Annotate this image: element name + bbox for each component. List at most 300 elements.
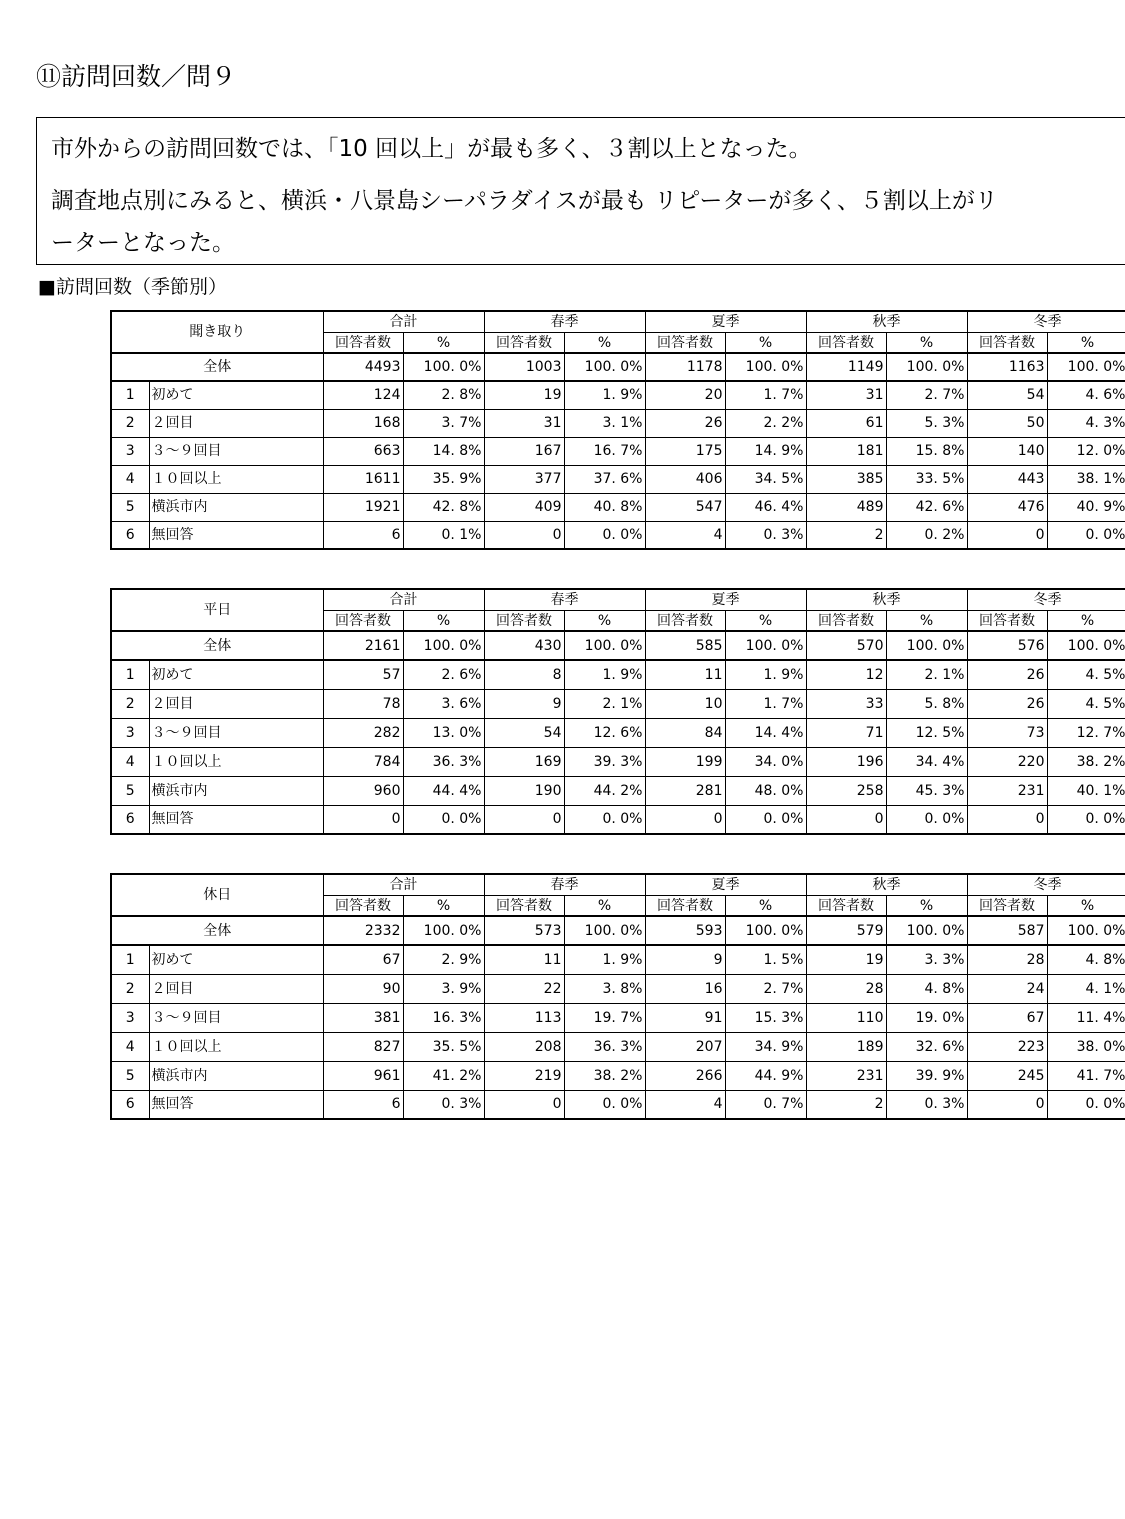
count-cell: 31 [484, 409, 564, 437]
column-group-header: 合計 [323, 311, 484, 333]
percent-cell: 38. 2% [1047, 747, 1125, 776]
percent-cell: 100. 0% [1047, 631, 1125, 660]
count-cell: 189 [806, 1032, 886, 1061]
row-label: 無回答 [149, 805, 323, 834]
percent-cell: 34. 0% [725, 747, 806, 776]
percent-cell: 36. 3% [564, 1032, 645, 1061]
count-cell: 10 [645, 689, 725, 718]
percent-cell: 40. 1% [1047, 776, 1125, 805]
percent-cell: 3. 3% [886, 945, 967, 974]
count-cell: 11 [484, 945, 564, 974]
count-cell: 585 [645, 631, 725, 660]
count-cell: 476 [967, 493, 1047, 521]
row-label: 横浜市内 [149, 1061, 323, 1090]
percent-cell: 12. 5% [886, 718, 967, 747]
percent-cell: 46. 4% [725, 493, 806, 521]
column-group-header: 秋季 [806, 874, 967, 896]
percent-cell: 34. 9% [725, 1032, 806, 1061]
count-cell: 28 [806, 974, 886, 1003]
column-group-header: 冬季 [967, 589, 1125, 611]
data-table [110, 588, 1125, 835]
column-header-count: 回答者数 [645, 611, 725, 632]
count-cell: 570 [806, 631, 886, 660]
total-label: 全体 [111, 631, 323, 660]
data-table [110, 873, 1125, 1120]
percent-cell: 0. 3% [725, 521, 806, 549]
table-row [111, 660, 1125, 689]
count-cell: 54 [484, 718, 564, 747]
count-cell: 2 [806, 521, 886, 549]
percent-cell: 13. 0% [403, 718, 484, 747]
count-cell: 961 [323, 1061, 403, 1090]
count-cell: 67 [967, 1003, 1047, 1032]
percent-cell: 0. 0% [1047, 1090, 1125, 1119]
summary-line-3: ーターとなった。 [51, 230, 235, 256]
count-cell: 266 [645, 1061, 725, 1090]
count-cell: 573 [484, 916, 564, 945]
count-cell: 784 [323, 747, 403, 776]
count-cell: 124 [323, 381, 403, 409]
column-group-header: 夏季 [645, 311, 806, 333]
count-cell: 1003 [484, 353, 564, 381]
percent-cell: 35. 9% [403, 465, 484, 493]
table-total-row [111, 631, 1125, 660]
percent-cell: 0. 0% [725, 805, 806, 834]
percent-cell: 12. 6% [564, 718, 645, 747]
table-row [111, 945, 1125, 974]
table-row [111, 1090, 1125, 1119]
column-group-header: 夏季 [645, 589, 806, 611]
percent-cell: 12. 7% [1047, 718, 1125, 747]
percent-cell: 38. 2% [564, 1061, 645, 1090]
column-header-count: 回答者数 [967, 333, 1047, 354]
column-header-percent: % [1047, 896, 1125, 917]
count-cell: 26 [967, 689, 1047, 718]
count-cell: 67 [323, 945, 403, 974]
percent-cell: 40. 9% [1047, 493, 1125, 521]
percent-cell: 4. 1% [1047, 974, 1125, 1003]
column-header-percent: % [886, 896, 967, 917]
column-header-count: 回答者数 [323, 896, 403, 917]
percent-cell: 1. 9% [564, 945, 645, 974]
percent-cell: 48. 0% [725, 776, 806, 805]
percent-cell: 42. 6% [886, 493, 967, 521]
row-label: 初めて [149, 945, 323, 974]
row-number: 1 [111, 660, 149, 689]
percent-cell: 0. 3% [403, 1090, 484, 1119]
row-label: 初めて [149, 660, 323, 689]
count-cell: 90 [323, 974, 403, 1003]
count-cell: 0 [484, 805, 564, 834]
count-cell: 50 [967, 409, 1047, 437]
percent-cell: 2. 7% [725, 974, 806, 1003]
column-header-percent: % [564, 611, 645, 632]
sub-heading: ■訪問回数（季節別） [38, 276, 227, 298]
count-cell: 547 [645, 493, 725, 521]
column-header-count: 回答者数 [484, 896, 564, 917]
percent-cell: 44. 4% [403, 776, 484, 805]
row-number: 5 [111, 493, 149, 521]
count-cell: 54 [967, 381, 1047, 409]
column-header-count: 回答者数 [323, 333, 403, 354]
row-label: 横浜市内 [149, 493, 323, 521]
count-cell: 0 [323, 805, 403, 834]
count-cell: 220 [967, 747, 1047, 776]
row-label: 初めて [149, 381, 323, 409]
count-cell: 1149 [806, 353, 886, 381]
percent-cell: 3. 7% [403, 409, 484, 437]
percent-cell: 4. 3% [1047, 409, 1125, 437]
count-cell: 110 [806, 1003, 886, 1032]
count-cell: 281 [645, 776, 725, 805]
percent-cell: 14. 8% [403, 437, 484, 465]
percent-cell: 35. 5% [403, 1032, 484, 1061]
column-header-count: 回答者数 [645, 333, 725, 354]
row-number: 5 [111, 1061, 149, 1090]
column-header-percent: % [886, 333, 967, 354]
column-header-count: 回答者数 [806, 896, 886, 917]
percent-cell: 4. 5% [1047, 660, 1125, 689]
row-label: 無回答 [149, 1090, 323, 1119]
percent-cell: 100. 0% [886, 631, 967, 660]
count-cell: 196 [806, 747, 886, 776]
percent-cell: 34. 5% [725, 465, 806, 493]
count-cell: 16 [645, 974, 725, 1003]
row-number: 3 [111, 437, 149, 465]
percent-cell: 1. 9% [725, 660, 806, 689]
table-title: 聞き取り [111, 311, 323, 353]
count-cell: 579 [806, 916, 886, 945]
table-row [111, 718, 1125, 747]
count-cell: 4 [645, 1090, 725, 1119]
column-header-count: 回答者数 [484, 333, 564, 354]
count-cell: 430 [484, 631, 564, 660]
table-row [111, 437, 1125, 465]
count-cell: 84 [645, 718, 725, 747]
count-cell: 28 [967, 945, 1047, 974]
row-label: ２回目 [149, 409, 323, 437]
row-number: 4 [111, 465, 149, 493]
row-label: 横浜市内 [149, 776, 323, 805]
percent-cell: 100. 0% [886, 353, 967, 381]
percent-cell: 36. 3% [403, 747, 484, 776]
row-number: 3 [111, 1003, 149, 1032]
count-cell: 24 [967, 974, 1047, 1003]
count-cell: 9 [645, 945, 725, 974]
row-number: 2 [111, 974, 149, 1003]
percent-cell: 0. 1% [403, 521, 484, 549]
column-header-count: 回答者数 [967, 896, 1047, 917]
column-header-percent: % [1047, 611, 1125, 632]
count-cell: 26 [967, 660, 1047, 689]
percent-cell: 0. 0% [1047, 805, 1125, 834]
percent-cell: 45. 3% [886, 776, 967, 805]
count-cell: 6 [323, 521, 403, 549]
count-cell: 19 [484, 381, 564, 409]
count-cell: 167 [484, 437, 564, 465]
row-number: 1 [111, 945, 149, 974]
column-group-header: 冬季 [967, 311, 1125, 333]
row-number: 6 [111, 1090, 149, 1119]
count-cell: 409 [484, 493, 564, 521]
percent-cell: 19. 7% [564, 1003, 645, 1032]
table-header-row [111, 311, 1125, 333]
percent-cell: 100. 0% [564, 916, 645, 945]
count-cell: 8 [484, 660, 564, 689]
count-cell: 22 [484, 974, 564, 1003]
count-cell: 593 [645, 916, 725, 945]
column-group-header: 夏季 [645, 874, 806, 896]
table-row [111, 1061, 1125, 1090]
count-cell: 11 [645, 660, 725, 689]
percent-cell: 2. 8% [403, 381, 484, 409]
column-header-percent: % [403, 896, 484, 917]
count-cell: 12 [806, 660, 886, 689]
percent-cell: 0. 7% [725, 1090, 806, 1119]
percent-cell: 100. 0% [725, 353, 806, 381]
row-label: ３～９回目 [149, 718, 323, 747]
percent-cell: 100. 0% [725, 916, 806, 945]
percent-cell: 100. 0% [403, 353, 484, 381]
percent-cell: 2. 6% [403, 660, 484, 689]
percent-cell: 19. 0% [886, 1003, 967, 1032]
count-cell: 0 [484, 1090, 564, 1119]
percent-cell: 1. 7% [725, 381, 806, 409]
count-cell: 1611 [323, 465, 403, 493]
count-cell: 78 [323, 689, 403, 718]
percent-cell: 40. 8% [564, 493, 645, 521]
count-cell: 181 [806, 437, 886, 465]
count-cell: 231 [967, 776, 1047, 805]
count-cell: 19 [806, 945, 886, 974]
percent-cell: 15. 8% [886, 437, 967, 465]
column-group-header: 冬季 [967, 874, 1125, 896]
percent-cell: 44. 9% [725, 1061, 806, 1090]
count-cell: 385 [806, 465, 886, 493]
count-cell: 6 [323, 1090, 403, 1119]
table-row [111, 465, 1125, 493]
row-number: 2 [111, 689, 149, 718]
percent-cell: 0. 2% [886, 521, 967, 549]
count-cell: 169 [484, 747, 564, 776]
table-row [111, 805, 1125, 834]
percent-cell: 0. 0% [564, 805, 645, 834]
count-cell: 61 [806, 409, 886, 437]
percent-cell: 0. 3% [886, 1090, 967, 1119]
count-cell: 406 [645, 465, 725, 493]
row-number: 4 [111, 747, 149, 776]
count-cell: 0 [484, 521, 564, 549]
count-cell: 1163 [967, 353, 1047, 381]
row-label: １０回以上 [149, 747, 323, 776]
percent-cell: 16. 3% [403, 1003, 484, 1032]
table-total-row [111, 353, 1125, 381]
row-number: 2 [111, 409, 149, 437]
summary-box [36, 117, 1125, 265]
count-cell: 282 [323, 718, 403, 747]
count-cell: 113 [484, 1003, 564, 1032]
count-cell: 91 [645, 1003, 725, 1032]
percent-cell: 100. 0% [403, 916, 484, 945]
summary-line-2: 調査地点別にみると、横浜・八景島シーパラダイスが最も リピーターが多く、５割以上がリ [51, 188, 998, 214]
percent-cell: 1. 7% [725, 689, 806, 718]
row-label: ２回目 [149, 974, 323, 1003]
table-row [111, 409, 1125, 437]
count-cell: 73 [967, 718, 1047, 747]
count-cell: 0 [967, 805, 1047, 834]
percent-cell: 100. 0% [1047, 353, 1125, 381]
count-cell: 576 [967, 631, 1047, 660]
column-header-percent: % [403, 333, 484, 354]
column-header-percent: % [1047, 333, 1125, 354]
table-header-row [111, 589, 1125, 611]
count-cell: 219 [484, 1061, 564, 1090]
percent-cell: 100. 0% [1047, 916, 1125, 945]
percent-cell: 39. 9% [886, 1061, 967, 1090]
row-number: 1 [111, 381, 149, 409]
count-cell: 20 [645, 381, 725, 409]
column-header-percent: % [725, 333, 806, 354]
table-row [111, 493, 1125, 521]
table-row [111, 776, 1125, 805]
count-cell: 663 [323, 437, 403, 465]
percent-cell: 0. 0% [564, 1090, 645, 1119]
column-header-percent: % [886, 611, 967, 632]
table-total-row [111, 916, 1125, 945]
percent-cell: 42. 8% [403, 493, 484, 521]
count-cell: 207 [645, 1032, 725, 1061]
count-cell: 57 [323, 660, 403, 689]
row-number: 6 [111, 805, 149, 834]
percent-cell: 0. 0% [564, 521, 645, 549]
row-number: 4 [111, 1032, 149, 1061]
column-group-header: 春季 [484, 874, 645, 896]
column-group-header: 秋季 [806, 311, 967, 333]
percent-cell: 38. 0% [1047, 1032, 1125, 1061]
column-header-count: 回答者数 [967, 611, 1047, 632]
row-label: ３～９回目 [149, 1003, 323, 1032]
column-header-percent: % [564, 333, 645, 354]
count-cell: 71 [806, 718, 886, 747]
table-row [111, 974, 1125, 1003]
percent-cell: 5. 8% [886, 689, 967, 718]
percent-cell: 2. 1% [564, 689, 645, 718]
column-group-header: 春季 [484, 589, 645, 611]
count-cell: 9 [484, 689, 564, 718]
column-header-count: 回答者数 [806, 611, 886, 632]
total-label: 全体 [111, 353, 323, 381]
count-cell: 33 [806, 689, 886, 718]
row-label: １０回以上 [149, 465, 323, 493]
count-cell: 175 [645, 437, 725, 465]
percent-cell: 16. 7% [564, 437, 645, 465]
row-label: １０回以上 [149, 1032, 323, 1061]
column-header-count: 回答者数 [645, 896, 725, 917]
count-cell: 0 [967, 1090, 1047, 1119]
percent-cell: 100. 0% [564, 631, 645, 660]
percent-cell: 4. 5% [1047, 689, 1125, 718]
percent-cell: 33. 5% [886, 465, 967, 493]
percent-cell: 15. 3% [725, 1003, 806, 1032]
count-cell: 443 [967, 465, 1047, 493]
percent-cell: 2. 2% [725, 409, 806, 437]
table-title: 休日 [111, 874, 323, 916]
column-group-header: 春季 [484, 311, 645, 333]
percent-cell: 3. 6% [403, 689, 484, 718]
percent-cell: 41. 2% [403, 1061, 484, 1090]
percent-cell: 14. 9% [725, 437, 806, 465]
count-cell: 4 [645, 521, 725, 549]
percent-cell: 12. 0% [1047, 437, 1125, 465]
percent-cell: 1. 9% [564, 381, 645, 409]
percent-cell: 1. 9% [564, 660, 645, 689]
section-title: ⑪訪問回数／問９ [36, 62, 237, 91]
percent-cell: 34. 4% [886, 747, 967, 776]
percent-cell: 100. 0% [564, 353, 645, 381]
column-group-header: 秋季 [806, 589, 967, 611]
percent-cell: 4. 8% [1047, 945, 1125, 974]
count-cell: 4493 [323, 353, 403, 381]
count-cell: 0 [806, 805, 886, 834]
column-header-percent: % [564, 896, 645, 917]
column-header-count: 回答者数 [323, 611, 403, 632]
count-cell: 2 [806, 1090, 886, 1119]
count-cell: 377 [484, 465, 564, 493]
percent-cell: 3. 1% [564, 409, 645, 437]
count-cell: 381 [323, 1003, 403, 1032]
column-header-percent: % [403, 611, 484, 632]
percent-cell: 2. 9% [403, 945, 484, 974]
row-number: 5 [111, 776, 149, 805]
column-header-count: 回答者数 [806, 333, 886, 354]
count-cell: 2161 [323, 631, 403, 660]
count-cell: 1178 [645, 353, 725, 381]
table-header-row [111, 874, 1125, 896]
column-header-percent: % [725, 896, 806, 917]
count-cell: 2332 [323, 916, 403, 945]
row-number: 6 [111, 521, 149, 549]
percent-cell: 3. 9% [403, 974, 484, 1003]
percent-cell: 2. 1% [886, 660, 967, 689]
count-cell: 26 [645, 409, 725, 437]
column-group-header: 合計 [323, 589, 484, 611]
row-number: 3 [111, 718, 149, 747]
count-cell: 827 [323, 1032, 403, 1061]
percent-cell: 0. 0% [1047, 521, 1125, 549]
count-cell: 0 [967, 521, 1047, 549]
percent-cell: 38. 1% [1047, 465, 1125, 493]
count-cell: 1921 [323, 493, 403, 521]
count-cell: 231 [806, 1061, 886, 1090]
table-title: 平日 [111, 589, 323, 631]
count-cell: 190 [484, 776, 564, 805]
percent-cell: 44. 2% [564, 776, 645, 805]
count-cell: 258 [806, 776, 886, 805]
count-cell: 960 [323, 776, 403, 805]
summary-line-1: 市外からの訪問回数では、「10 回以上」が最も多く、３割以上となった。 [51, 136, 812, 162]
data-table [110, 310, 1125, 550]
table-row [111, 1032, 1125, 1061]
table-row [111, 381, 1125, 409]
percent-cell: 0. 0% [403, 805, 484, 834]
percent-cell: 100. 0% [403, 631, 484, 660]
column-header-percent: % [725, 611, 806, 632]
table-row [111, 747, 1125, 776]
count-cell: 199 [645, 747, 725, 776]
total-label: 全体 [111, 916, 323, 945]
count-cell: 168 [323, 409, 403, 437]
percent-cell: 14. 4% [725, 718, 806, 747]
